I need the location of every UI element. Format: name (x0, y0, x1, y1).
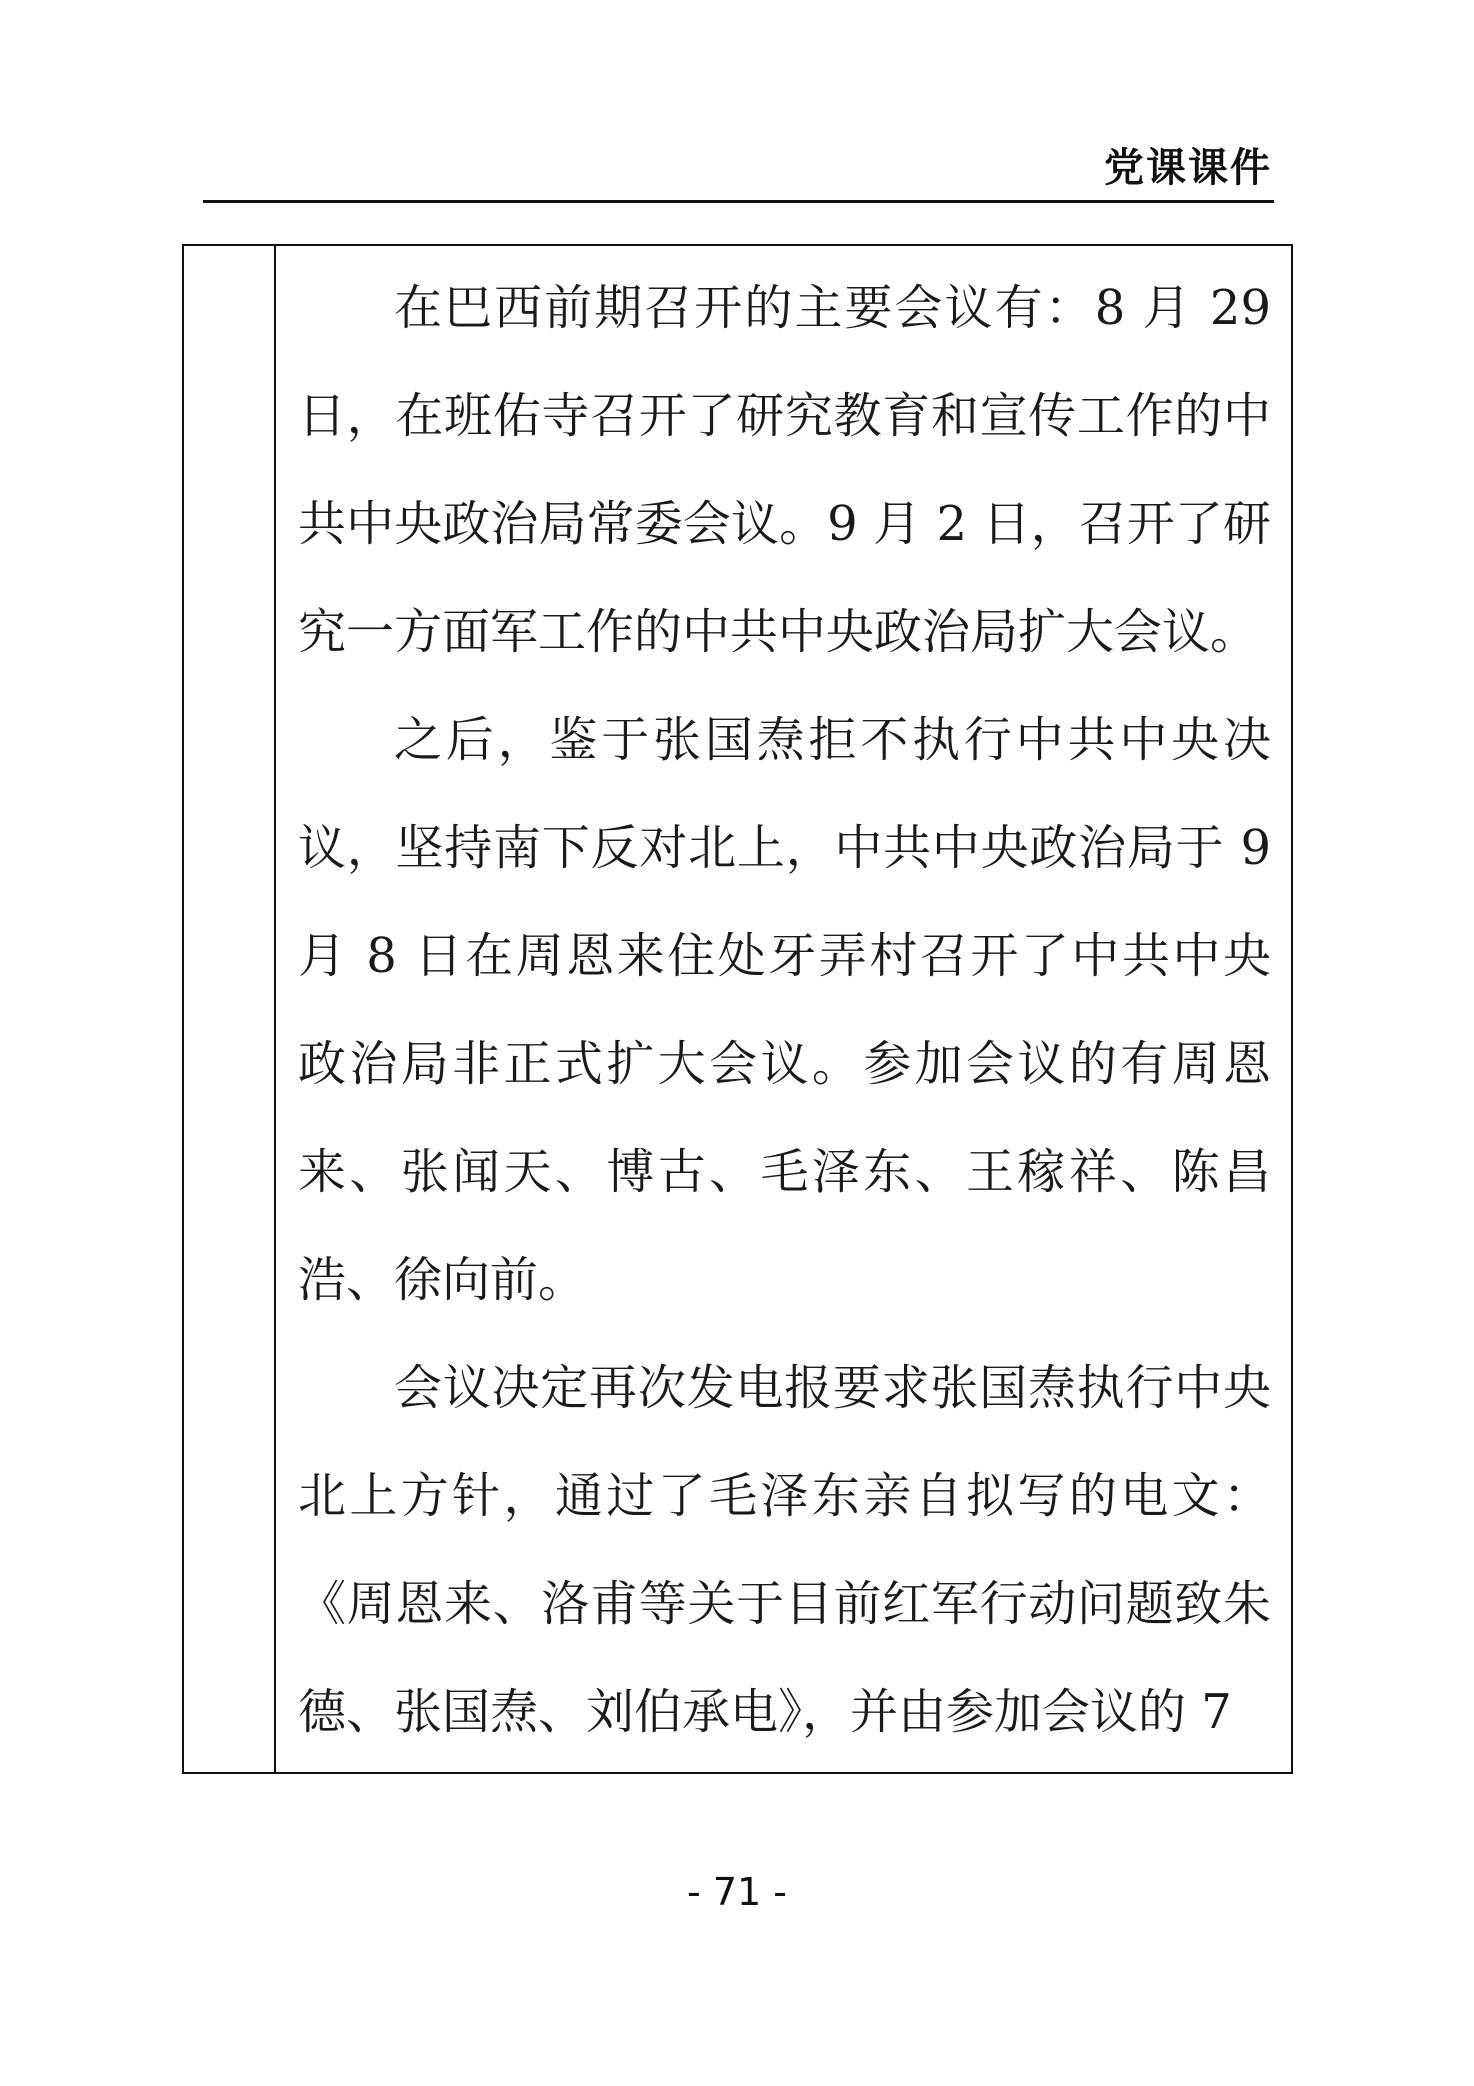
content-table (182, 244, 1293, 1774)
page-number: - 71 - (687, 1870, 787, 1914)
header-divider (203, 200, 1274, 203)
paragraph-2: 之后，鉴于张国焘拒不执行中共中央决议，坚持南下反对北上，中共中央政治局于 9 月 8 日在周恩来住处牙弄村召开了中共中央政治局非正式扩大会议。参加会议的有周恩来、张闻天、博古、毛泽东、王稼祥、陈昌浩、徐向前。 (298, 712, 1271, 1308)
header-title: 党课课件 (1104, 145, 1272, 191)
table-left-cell (184, 246, 276, 1772)
paragraph-1: 在巴西前期召开的主要会议有：8 月 29 日，在班佑寺召开了研究教育和宣传工作的中共中央政治局常委会议。9 月 2 日，召开了研究一方面军工作的中共中央政治局扩大会议。 (298, 280, 1271, 660)
paragraph-3: 会议决定再次发电报要求张国焘执行中央北上方针，通过了毛泽东亲自拟写的电文：《周恩来、洛甫等关于目前红军行动问题致朱德、张国焘、刘伯承电》，并由参加会议的 7 (298, 1360, 1271, 1740)
table-content-cell (276, 246, 1291, 1772)
